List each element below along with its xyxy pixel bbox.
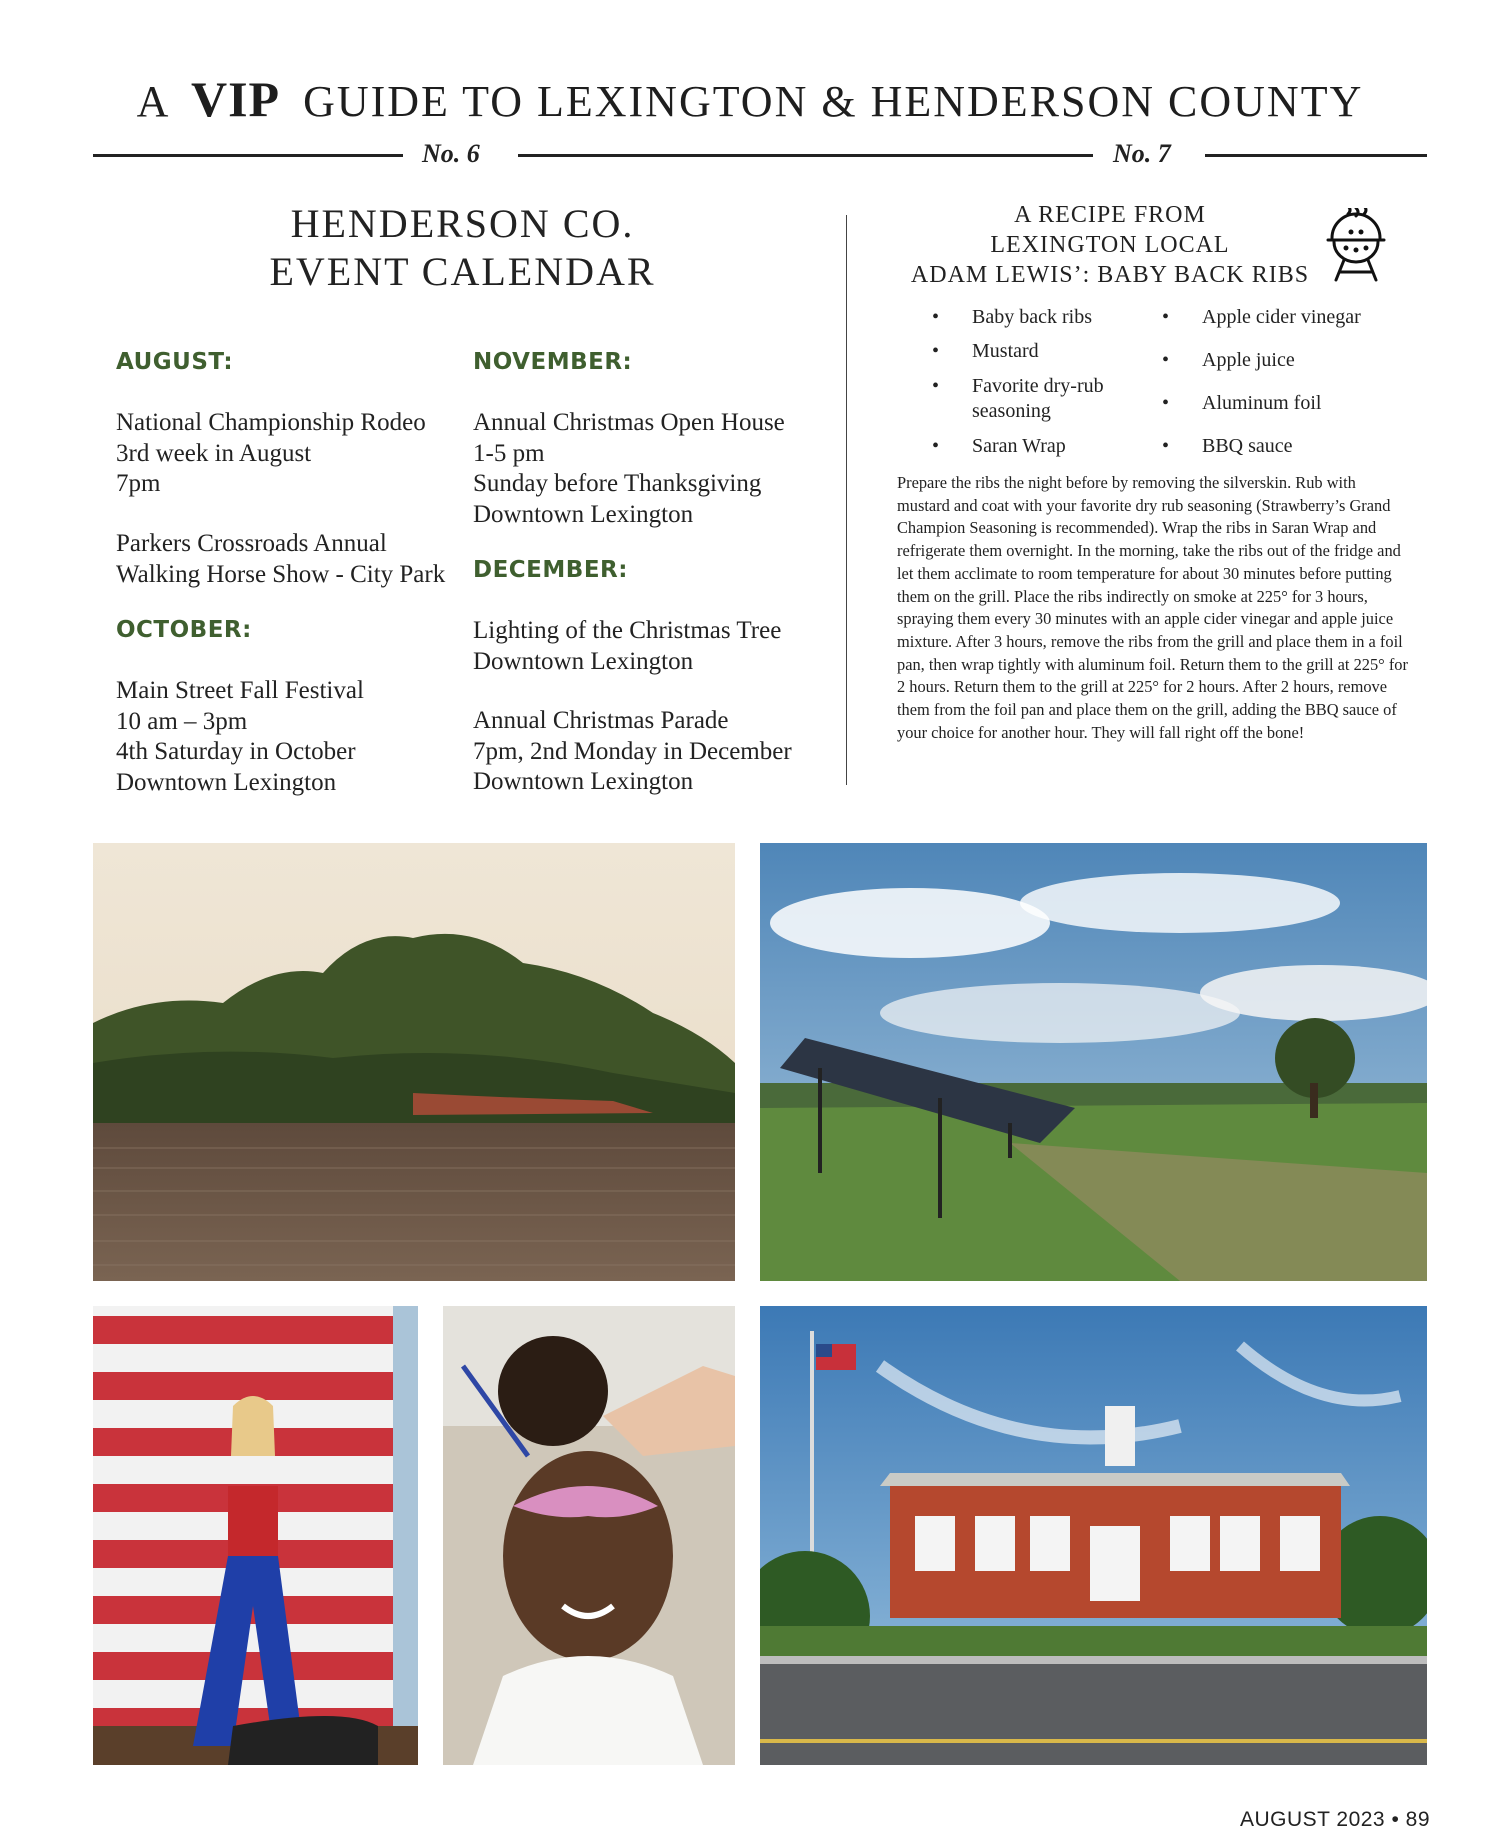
month-heading-december: DECEMBER:	[473, 557, 628, 583]
recipe-title-line: ADAM LEWIS’: BABY BACK RIBS	[910, 262, 1310, 288]
event-line: 10 am – 3pm	[116, 707, 248, 735]
event-walking-horse-show	[116, 529, 445, 590]
calendar-title-line: EVENT CALENDAR	[269, 249, 656, 294]
month-heading-october: OCTOBER:	[116, 617, 252, 643]
event-line: National Championship Rodeo	[116, 409, 426, 436]
header-rule	[518, 154, 1093, 157]
ingredient-item: • Aluminum foil	[1162, 391, 1321, 416]
recipe-title-line: A RECIPE FROM	[1014, 202, 1206, 228]
page-footer-issue: AUGUST 2023 • 89	[1239, 1808, 1430, 1831]
column-divider	[846, 215, 847, 785]
bbq-grill-icon	[1326, 208, 1386, 284]
photo-lake-island	[93, 843, 735, 1281]
event-line: Downtown Lexington	[473, 768, 694, 795]
event-line: Downtown Lexington	[116, 768, 337, 796]
magazine-header-title	[0, 70, 1500, 128]
photo-solar-field	[760, 843, 1427, 1281]
ingredient-item: • Apple cider vinegar	[1162, 305, 1361, 330]
event-line: Annual Christmas Open House	[473, 409, 785, 436]
month-heading-november: NOVEMBER:	[473, 349, 633, 375]
photo-brick-building	[760, 1306, 1427, 1765]
event-line: Sunday before Thanksgiving	[473, 470, 762, 497]
recipe-title	[880, 200, 1340, 290]
event-line: 1-5 pm	[473, 439, 545, 467]
event-open-house	[473, 408, 785, 530]
ingredient-item: • BBQ sauce	[1162, 434, 1293, 459]
event-line: Downtown Lexington	[473, 500, 694, 528]
calendar-title	[95, 200, 830, 296]
recipe-instructions: Prepare the ribs the night before by removing the silverskin. Rub with mustard and coat with your favorite dry rub seasoning (Strawberry’s Grand Champion Seasoning is recommended). Wrap the ribs in Saran Wrap and refrigerate them overnight. In the morning, take the ribs out of the fridge and let them acclimate to room temperature for about 30 minutes before putting them on the grill. Place the ribs indirectly on smoke at 225° for 3 hours, spraying them every 30 minutes with an apple cider vinegar and apple juice mixture. After 3 hours, remove the ribs from the grill and place them in a foil pan, then wrap tightly with aluminum foil. Return them to the grill at 225° for 2 hours. Return them to the grill at 225° for 2 hours. After 2 hours, remove them from the foil pan and place them on the grill, adding the BBQ sauce of your choice for another hour. They will fall right off the bone!	[897, 473, 1408, 742]
ingredient-item: • Saran Wrap	[932, 434, 1066, 459]
photo-face-painting	[443, 1306, 735, 1765]
event-christmas-parade	[473, 706, 792, 798]
event-line: 7pm, 2nd Monday in December	[473, 737, 792, 765]
section-number-right: No. 7	[1113, 139, 1171, 168]
event-line: Downtown Lexington	[473, 647, 694, 675]
event-line: Walking Horse Show - City Park	[116, 560, 446, 588]
event-line: Annual Christmas Parade	[473, 707, 729, 734]
header-rule	[93, 154, 403, 157]
ingredient-item: • Mustard	[932, 339, 1039, 364]
event-line: Main Street Fall Festival	[116, 677, 364, 704]
event-fall-festival	[116, 676, 364, 798]
ingredient-item: • Baby back ribs	[932, 305, 1092, 330]
event-line: 3rd week in August	[116, 439, 312, 467]
photo-singer-stage	[93, 1306, 418, 1765]
event-line: Lighting of the Christmas Tree	[473, 617, 782, 644]
event-line: 7pm	[116, 470, 161, 497]
section-number-left: No. 6	[422, 139, 480, 168]
ingredient-item: • Favorite dry-rub seasoning	[932, 374, 1152, 424]
event-rodeo	[116, 408, 426, 500]
recipe-title-line: LEXINGTON LOCAL	[990, 232, 1230, 258]
header-title-rest: GUIDE TO LEXINGTON & HENDERSON COUNTY	[303, 77, 1364, 126]
ingredient-item: • Apple juice	[1162, 348, 1295, 373]
event-line: 4th Saturday in October	[116, 738, 356, 765]
header-title-vip: VIP	[190, 71, 281, 127]
event-tree-lighting	[473, 616, 781, 677]
header-title-prefix: A	[136, 77, 168, 126]
event-line: Parkers Crossroads Annual	[116, 530, 387, 557]
month-heading-august: AUGUST:	[116, 349, 234, 375]
header-rule	[1205, 154, 1427, 157]
calendar-title-line: HENDERSON CO.	[290, 201, 635, 246]
